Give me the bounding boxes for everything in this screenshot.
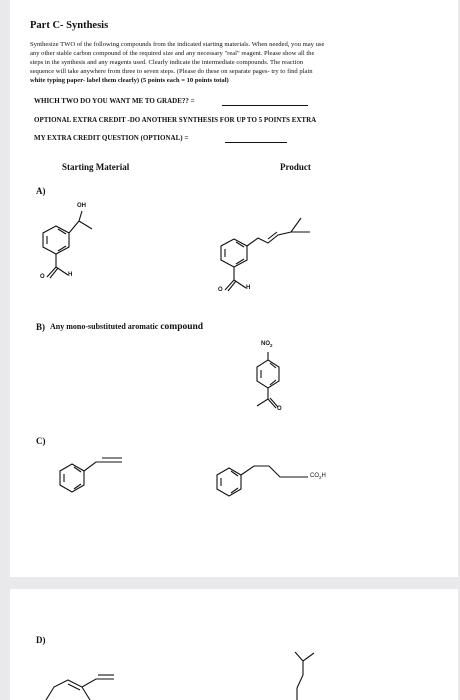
atom-h-a2: H <box>246 285 251 291</box>
problem-b-label: B) <box>36 322 45 332</box>
worksheet-page-2 <box>10 589 458 700</box>
instructions-line-3: steps in the synthesis and any reagents used. Clearly indicate the intermediate compounds. The reaction <box>30 59 304 66</box>
atom-co2h: $CO_2H$ <box>310 473 326 481</box>
atom-o-a2: O <box>218 287 223 293</box>
atom-o-a1: O <box>40 274 45 280</box>
extra-credit-note: OPTIONAL EXTRA CREDIT -DO ANOTHER SYNTHESIS FOR UP TO 5 POINTS EXTRA <box>34 116 317 124</box>
atom-o-b: O <box>277 406 282 412</box>
problem-b-text-prefix: Any mono-substituted aromatic <box>50 322 159 331</box>
instructions-line-2: any other stable carbon compound of the required size and any necessary "real" reagent. Please show all the <box>30 50 315 57</box>
worksheet-page-1 <box>10 0 458 577</box>
problem-c-label: C) <box>36 436 46 446</box>
problem-d-product-structure <box>10 589 458 700</box>
problem-c-product-structure <box>10 0 458 577</box>
problem-b-text-suffix: compound <box>160 322 204 332</box>
atom-no2: $NO_2$ <box>261 341 273 349</box>
problem-d-label: D) <box>36 635 46 645</box>
instructions-line-4: sequence will take anywhere from three to seven steps. (Please do these on separate pages- try to find plain <box>30 68 313 75</box>
grade-question: WHICH TWO DO YOU WANT ME TO GRADE?? = <box>34 97 195 105</box>
product-header: Product <box>280 162 311 172</box>
part-title: Part C- Synthesis <box>30 20 109 31</box>
instructions-line-5: white typing paper- label them clearly) (5 points each = 10 points total) <box>30 77 229 84</box>
problem-a-label: A) <box>36 186 46 196</box>
my-extra-credit: MY EXTRA CREDIT QUESTION (OPTIONAL) = <box>34 134 189 142</box>
atom-oh: OH <box>77 203 86 209</box>
atom-h-a1: H <box>68 272 73 278</box>
starting-material-header: Starting Material <box>62 162 130 172</box>
instructions-line-1: Synthesize TWO of the following compounds from the indicated starting materials. When needed, you may use <box>30 41 325 48</box>
